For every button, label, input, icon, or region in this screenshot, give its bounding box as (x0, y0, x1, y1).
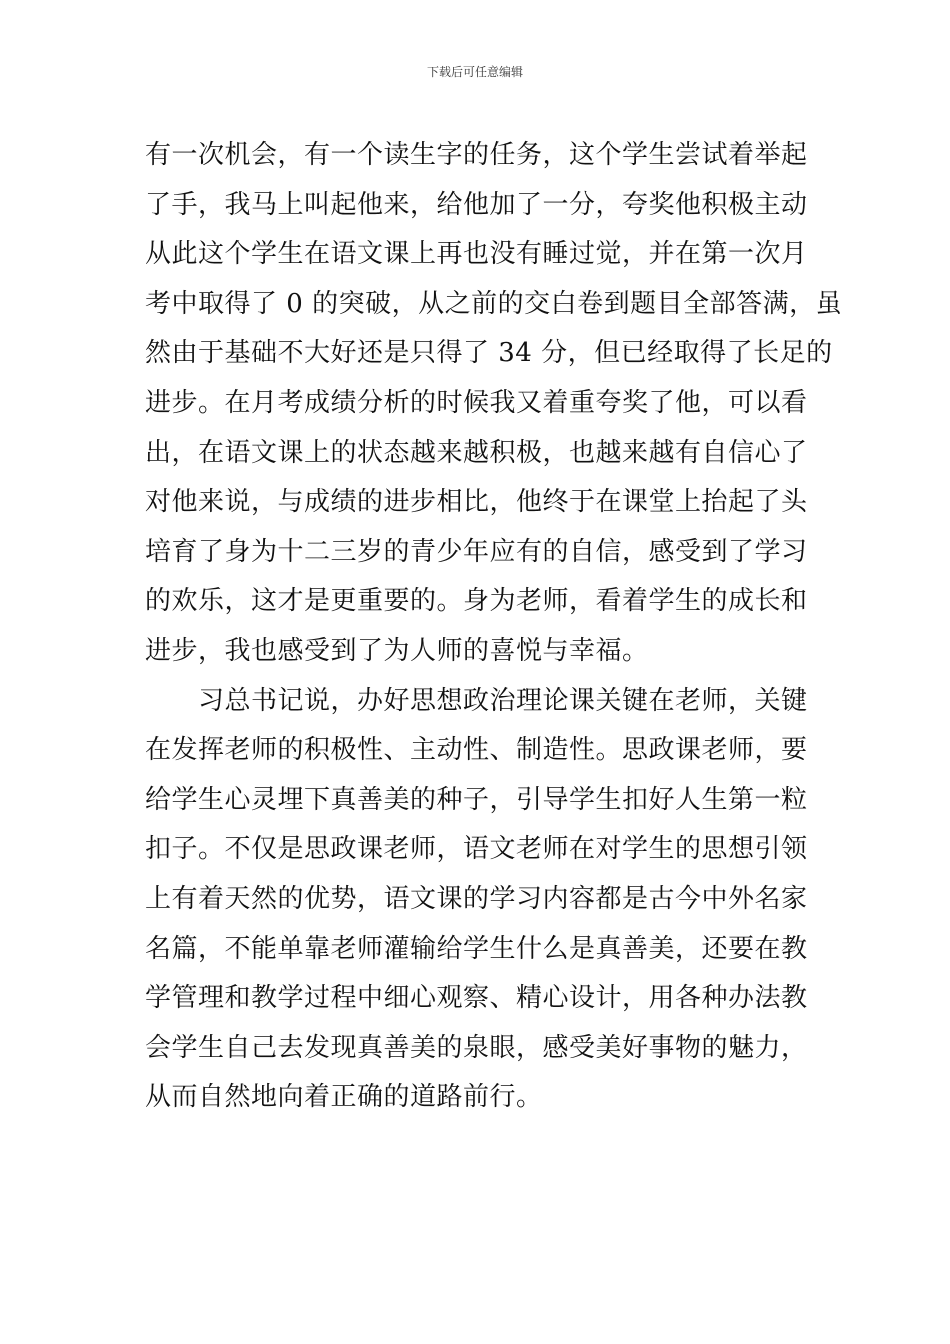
text-line: 扣子。不仅是思政课老师，语文老师在对学生的思想引领 (145, 834, 808, 865)
text-line: 上有着天然的优势，语文课的学习内容都是古今中外名家 (145, 883, 808, 914)
page-header: 下载后可任意编辑 (426, 65, 523, 79)
text-line: 出，在语文课上的状态越来越积极，也越来越有自信心了 (145, 437, 808, 468)
text-line: 从而自然地向着正确的道路前行。 (145, 1082, 543, 1113)
text-line: 会学生自己去发现真善美的泉眼，感受美好事物的魅力， (145, 1032, 808, 1063)
text-line: 对他来说，与成绩的进步相比，他终于在课堂上抬起了头 (145, 487, 808, 518)
text-line: 进步。在月考成绩分析的时候我又着重夸奖了他，可以看 (145, 387, 808, 418)
text-line: 有一次机会，有一个读生字的任务，这个学生尝试着举起 (145, 140, 808, 170)
text-line: 了手，我马上叫起他来，给他加了一分，夸奖他积极主动 (145, 189, 808, 220)
text-line: 在发挥老师的积极性、主动性、制造性。思政课老师，要 (145, 735, 808, 766)
text-line: 习总书记说，办好思想政治理论课关键在老师，关键 (145, 685, 808, 716)
text-line: 考中取得了 0 的突破，从之前的交白卷到题目全部答满，虽 (145, 288, 843, 319)
text-line: 名篇，不能单靠老师灌输给学生什么是真善美，还要在教 (145, 933, 808, 964)
text-line: 培育了身为十二三岁的青少年应有的自信，感受到了学习 (145, 536, 808, 567)
text-line: 然由于基础不大好还是只得了 34 分，但已经取得了长足的 (145, 338, 833, 369)
text-line: 学管理和教学过程中细心观察、精心设计，用各种办法教 (145, 983, 808, 1014)
text-line: 从此这个学生在语文课上再也没有睡过觉，并在第一次月 (145, 239, 808, 270)
text-line: 给学生心灵埋下真善美的种子，引导学生扣好人生第一粒 (145, 784, 808, 815)
text-line: 的欢乐，这才是更重要的。身为老师，看着学生的成长和 (145, 586, 808, 617)
body-text (145, 131, 843, 1123)
text-line: 进步，我也感受到了为人师的喜悦与幸福。 (145, 635, 649, 666)
